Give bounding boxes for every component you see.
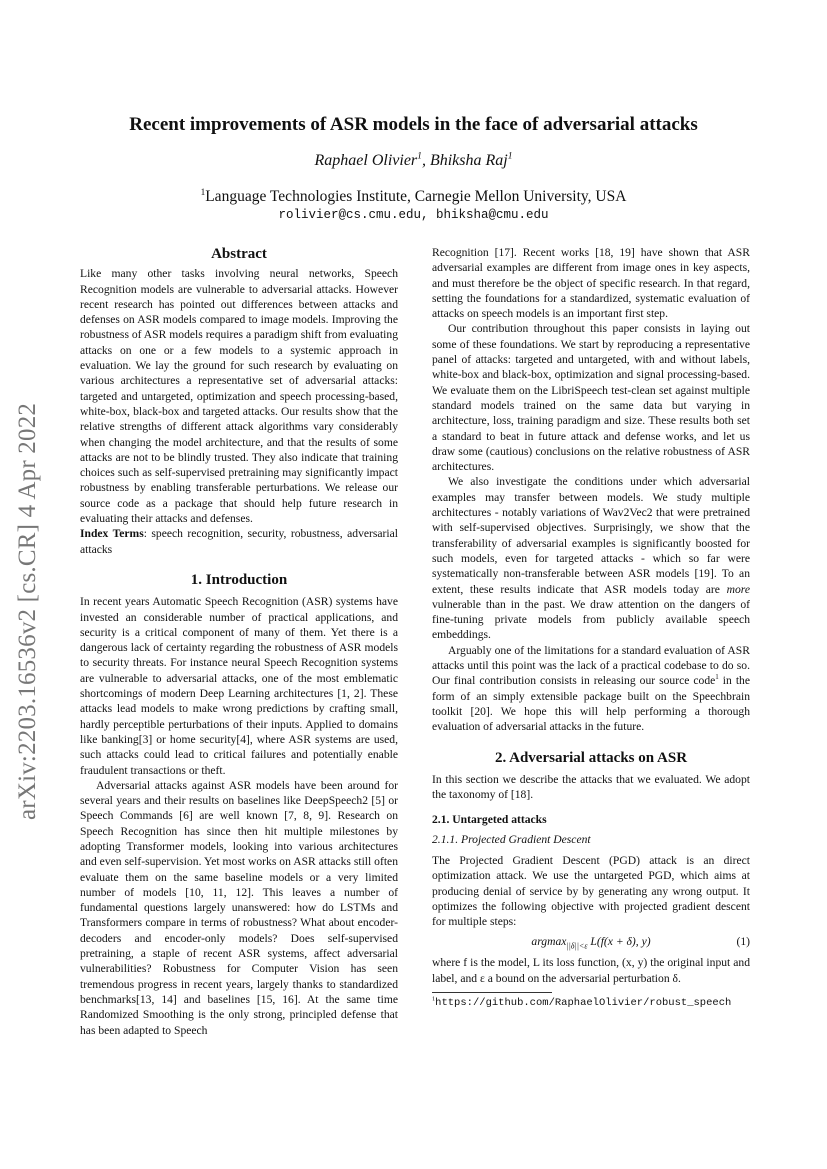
abstract-heading: Abstract: [211, 246, 267, 262]
index-terms: Index Terms: speech recognition, security, robustness, adversarial attacks: [80, 527, 398, 556]
section-2-paragraph-3: where f is the model, L its loss function, (x, y) the original input and label, and ε a bound on the adversarial perturbation δ.: [432, 956, 750, 985]
intro-paragraph-3: Recognition [17]. Recent works [18, 19] have shown that ASR adversarial examples are different from image ones in key aspects, and must therefore be the object of specific research. In that regard, setting the foundations for a standardized, systematic evaluation of attacks on speech models is an important first step.: [432, 246, 750, 321]
left-column: [80, 247, 398, 1038]
author-1: Raphael Olivier: [314, 152, 418, 169]
subsection-heading: 2.1. Untargeted attacks: [432, 813, 547, 827]
authors: Raphael Olivier$^1$, Bhiksha Raj$^1$: [314, 150, 513, 169]
intro-paragraph-5: We also investigate the conditions under which adversarial examples may transfer between models. We study multiple architectures - notably variations of Wav2Vec2 that were pretrained with self-supervised objectives. Surprisingly, we show that the transferability of adversarial examples is significantly boosted for such models, even for targeted attacks - which so far were systematically non-transferable between ASR models [19]. To an extent, these results indicate that ASR models today are more vulnerable than in the past. We draw attention on the dangers of fine-tuning private models from publicly available speech embeddings.: [432, 475, 750, 642]
section-2-heading: 2. Adversarial attacks on ASR: [494, 749, 688, 766]
subsubsection-heading: 2.1.1. Projected Gradient Descent: [432, 832, 591, 846]
intro-paragraph-1: In recent years Automatic Speech Recognition (ASR) systems have invested an considerable number of practical applications, and security is a critical component of many of them. Yet there is a dangerous lack of certainty regarding the robustness of ASR models to security threats. For instance neural Speech Recognition systems are vulnerable to adversarial attacks, one of the most emblematic shortcomings of modern Deep Learning architectures [1, 2]. These attacks lead models to make wrong predictions by crafting small, hardly perceptible perturbations of their inputs. Applied to domains like banking[3] or home security[4], where ASR systems are used, such attacks could lead to critical failures and potentially enable fraudulent transactions or theft.: [80, 595, 398, 777]
arxiv-stamp: arXiv:2203.16536v2 [cs.CR] 4 Apr 2022: [14, 402, 41, 820]
equation-1: argmax$_{||\delta||<\varepsilon}$ L(f(x + δ), y) (1): [432, 929, 750, 955]
author-emails: rolivier@cs.cmu.edu, bhiksha@cmu.edu: [278, 208, 549, 222]
intro-paragraph-4: Our contribution throughout this paper consists in laying out some of these foundations. We start by reproducing a representative panel of attacks: targeted and untargeted, with and without labels, white-box and black-box, optimization and signal processing-based. We evaluate them on the LibriSpeech test-clean set against multiple standard models trained on the same data but varying in architecture, loss, training paradigm and size. These results both set a standard to beat in future attack and defense works, and let us draw some (cautious) conclusions on the relative robustness of ASR architectures.: [432, 322, 750, 474]
section-2-paragraph-1: In this section we describe the attacks that we evaluated. We adopt the taxonomy of [18].: [432, 772, 750, 802]
section-2-paragraph-2: The Projected Gradient Descent (PGD) attack is an direct optimization attack. We use the untargeted PGD, which aims at producing denial of service by by generating any wrong output. It optimizes the following objective with projected gradient descent for multiple steps:: [432, 853, 750, 929]
footnote: $^1$https://github.com/RaphaelOlivier/robust_speech: [432, 995, 732, 1010]
equation-number: (1): [736, 935, 750, 949]
paper-title: Recent improvements of ASR models in the face of adversarial attacks: [129, 114, 698, 135]
abstract-text: Like many other tasks involving neural networks, Speech Recognition models are vulnerable to adversarial attacks. However recent research has pointed out differences between attacks and defenses on ASR models compared to image models. Improving the robustness of ASR models requires a paradigm shift from evaluating attacks on one or a few models to a systemic approach in evaluation. We lay the ground for such research by evaluating on various architectures a representative set of adversarial attacks: targeted and untargeted, optimization and speech processing-based, white-box, black-box and targeted attacks. Our results show that the relative strengths of different attack algorithms vary considerably when changing the model architecture, and that the results of some attacks are not to be blindly trusted. They also indicate that training choices such as self-supervised pretraining may significantly impact robustness by enabling transferable perturbations. We release our source code as a package that should help future research in evaluating their attacks and defenses.: [80, 267, 398, 526]
affiliation: $^1$Language Technologies Institute, Carnegie Mellon University, USA: [200, 187, 627, 205]
intro-paragraph-6: Arguably one of the limitations for a standard evaluation of ASR attacks until this point was the lack of a practical codebase to do so. Our final contribution consists in releasing our source code$^1$ in the form of an simply extensible package built on the Speechbrain toolkit [20]. We hope this will help performing a thorough evaluation of adversarial attacks in the future.: [432, 643, 750, 734]
footnote-rule: [432, 992, 552, 993]
introduction-heading: 1. Introduction: [190, 571, 288, 588]
right-column: [432, 245, 750, 1010]
author-2: Bhiksha Raj: [429, 152, 508, 169]
footnote-link[interactable]: https://github.com/RaphaelOlivier/robust_speech: [435, 997, 732, 1010]
intro-paragraph-2: Adversarial attacks against ASR models have been around for several years and their results on baselines like DeepSpeech2 [5] or Speech Commands [6] are well known [7, 8, 9]. Research on Speech Recognition has since then hit multiple milestones by adopting Transformer models, looking into various architectures and even self-supervision. Yet most works on ASR attacks still often evaluate them on the same baseline models or a very limited number of models [10, 11, 12]. This leaves a number of fundamental questions largely unanswered: how do LSTMs and Transformers compare in terms of robustness? What about encoder-decoders and encoder-only models? Does self-supervised pretraining, a staple of recent ASR systems, affect adversarial vulnerabilities? Robustness for Computer Vision has seen tremendous progress in recent years, largely thanks to standardized benchmarks[13, 14] and baselines [15, 16]. At the same time Randomized Smoothing is the only strong, principled defense that has been adapted to Speech: [80, 778, 398, 1037]
